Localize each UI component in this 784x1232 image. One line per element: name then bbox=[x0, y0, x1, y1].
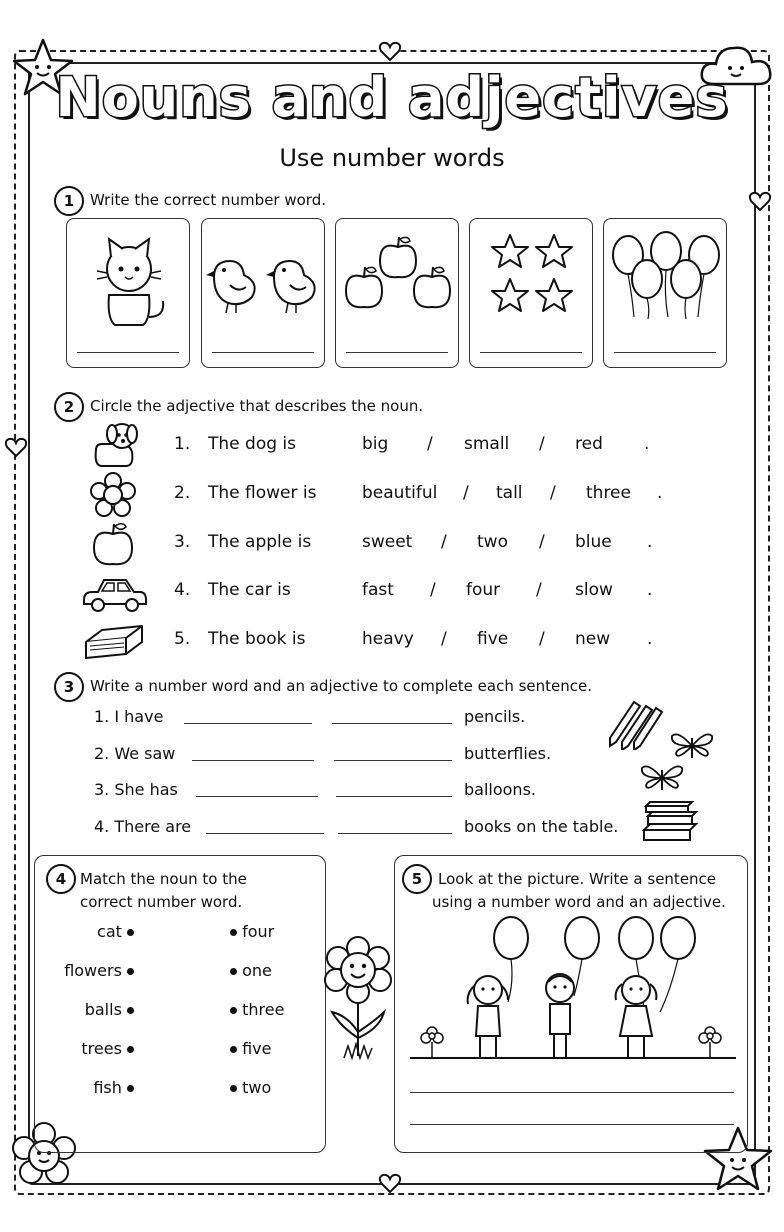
adjective-row-4-sep2: / bbox=[536, 580, 542, 600]
adjective-row-3-sentence: The apple is bbox=[208, 532, 312, 552]
sentence-4-start: 4. There are bbox=[94, 817, 192, 836]
apple-icon bbox=[90, 520, 136, 568]
section-2-number: 2 bbox=[54, 392, 84, 422]
section-2-instruction: Circle the adjective that describes the noun. bbox=[90, 397, 424, 415]
picture-card-cat bbox=[66, 218, 190, 368]
match-number-5[interactable] bbox=[230, 1078, 271, 1097]
match-number-label: four bbox=[242, 922, 275, 941]
match-number-label: one bbox=[242, 961, 272, 980]
adjective-row-1-sentence: The dog is bbox=[208, 434, 296, 454]
match-dot[interactable] bbox=[127, 1085, 134, 1092]
adjective-row-4-num: 4. bbox=[174, 580, 191, 600]
picture-card-balloons bbox=[603, 218, 727, 368]
heart-icon bbox=[378, 1172, 402, 1194]
blank-3b[interactable] bbox=[336, 796, 452, 797]
adjective-row-4-opt3[interactable]: slow bbox=[575, 580, 613, 600]
heart-icon bbox=[378, 40, 402, 62]
blank-3a[interactable] bbox=[196, 796, 318, 797]
adjective-row-1-period: . bbox=[644, 434, 650, 454]
butterfly-icon bbox=[638, 760, 686, 796]
adjective-row-5-period: . bbox=[647, 629, 653, 649]
match-dot[interactable] bbox=[230, 1007, 237, 1014]
page-title: Nouns and adjectives bbox=[55, 66, 729, 129]
adjective-row-2-num: 2. bbox=[174, 483, 191, 503]
children-with-balloons-illustration bbox=[408, 912, 738, 1062]
adjective-row-5-opt2[interactable]: five bbox=[477, 629, 509, 649]
adjective-row-1-opt2[interactable]: small bbox=[464, 434, 510, 454]
adjective-row-2-opt1[interactable]: beautiful bbox=[362, 483, 438, 503]
adjective-row-1-opt3[interactable]: red bbox=[575, 434, 603, 454]
adjective-row-2-opt3[interactable]: three bbox=[586, 483, 631, 503]
match-noun-label: cat bbox=[97, 922, 122, 941]
section-5-number: 5 bbox=[402, 864, 432, 894]
adjective-row-4-period: . bbox=[647, 580, 653, 600]
adjective-row-5-sep1: / bbox=[441, 629, 447, 649]
match-number-label: five bbox=[242, 1039, 272, 1058]
blank-2b[interactable] bbox=[334, 760, 452, 761]
butterfly-icon bbox=[668, 728, 716, 764]
picture-card-birds bbox=[201, 218, 325, 368]
adjective-row-3-num: 3. bbox=[174, 532, 191, 552]
match-dot[interactable] bbox=[230, 1085, 237, 1092]
match-dot[interactable] bbox=[127, 1007, 134, 1014]
sentence-1-start: 1. I have bbox=[94, 707, 164, 726]
adjective-row-5-sentence: The book is bbox=[208, 629, 306, 649]
adjective-row-4-sep1: / bbox=[430, 580, 436, 600]
dog-icon bbox=[82, 420, 144, 470]
section-3-instruction: Write a number word and an adjective to complete each sentence. bbox=[90, 677, 593, 695]
blank-1b[interactable] bbox=[332, 723, 452, 724]
sentence-2-start: 2. We saw bbox=[94, 744, 176, 763]
blank-1a[interactable] bbox=[184, 723, 312, 724]
blank-2a[interactable] bbox=[192, 760, 314, 761]
adjective-row-5-sep2: / bbox=[539, 629, 545, 649]
blank-4b[interactable] bbox=[338, 833, 452, 834]
adjective-row-2-sentence: The flower is bbox=[208, 483, 317, 503]
section-3-number: 3 bbox=[54, 672, 84, 702]
match-dot[interactable] bbox=[127, 929, 134, 936]
section-5-instruction-line1: Look at the picture. Write a sentence bbox=[438, 870, 717, 888]
match-number-4[interactable] bbox=[230, 1039, 271, 1058]
match-number-label: three bbox=[242, 1000, 285, 1019]
section-1-number: 1 bbox=[54, 186, 84, 216]
book-icon bbox=[82, 620, 146, 664]
sentence-3-end: balloons. bbox=[464, 780, 536, 799]
adjective-row-2-sep2: / bbox=[550, 483, 556, 503]
match-noun-label: fish bbox=[93, 1078, 122, 1097]
adjective-row-3-sep2: / bbox=[539, 532, 545, 552]
blank-4a[interactable] bbox=[206, 833, 324, 834]
sentence-4-end: books on the table. bbox=[464, 817, 619, 836]
heart-icon bbox=[748, 190, 772, 212]
match-noun-label: flowers bbox=[64, 961, 122, 980]
adjective-row-4-opt2[interactable]: four bbox=[466, 580, 501, 600]
sentence-1-end: pencils. bbox=[464, 707, 526, 726]
section-1-instruction: Write the correct number word. bbox=[90, 191, 326, 209]
adjective-row-5-opt1[interactable]: heavy bbox=[362, 629, 414, 649]
adjective-row-2-opt2[interactable]: tall bbox=[496, 483, 523, 503]
adjective-row-3-period: . bbox=[647, 532, 653, 552]
sentence-2-end: butterflies. bbox=[464, 744, 552, 763]
match-noun-1[interactable] bbox=[97, 922, 134, 941]
sentence-3-start: 3. She has bbox=[94, 780, 178, 799]
adjective-row-3-opt1[interactable]: sweet bbox=[362, 532, 413, 552]
match-noun-2[interactable] bbox=[64, 961, 134, 980]
adjective-row-4-opt1[interactable]: fast bbox=[362, 580, 394, 600]
match-number-label: two bbox=[242, 1078, 272, 1097]
adjective-row-5-num: 5. bbox=[174, 629, 191, 649]
section-4-instruction-line1: Match the noun to the bbox=[80, 870, 247, 888]
adjective-row-2-sep1: / bbox=[463, 483, 469, 503]
car-icon bbox=[80, 572, 148, 614]
pencils-icon bbox=[604, 698, 664, 750]
picture-card-apples bbox=[335, 218, 459, 368]
stacked-books-icon bbox=[640, 798, 700, 844]
match-dot[interactable] bbox=[127, 1046, 134, 1053]
answer-line-2[interactable] bbox=[410, 1124, 734, 1125]
section-5-instruction-line2: using a number word and an adjective. bbox=[432, 893, 726, 911]
match-noun-4[interactable] bbox=[81, 1039, 134, 1058]
adjective-row-4-sentence: The car is bbox=[208, 580, 291, 600]
cat-icon bbox=[67, 225, 191, 335]
answer-line-1[interactable] bbox=[410, 1092, 734, 1093]
heart-icon bbox=[4, 436, 28, 458]
match-noun-5[interactable] bbox=[93, 1078, 134, 1097]
match-noun-3[interactable] bbox=[85, 1000, 134, 1019]
match-dot[interactable] bbox=[230, 1046, 237, 1053]
page-subtitle: Use number words bbox=[279, 144, 505, 172]
picture-card-stars bbox=[469, 218, 593, 368]
match-dot[interactable] bbox=[230, 968, 237, 975]
adjective-row-1-sep2: / bbox=[539, 434, 545, 454]
apples-icon bbox=[336, 225, 460, 335]
stars-icon bbox=[470, 225, 594, 335]
adjective-row-5-opt3[interactable]: new bbox=[575, 629, 611, 649]
section-4-number: 4 bbox=[46, 864, 76, 894]
match-noun-label: balls bbox=[84, 1000, 122, 1019]
smiling-flower-icon bbox=[318, 934, 398, 1068]
adjective-row-1-sep1: / bbox=[427, 434, 433, 454]
flower-icon bbox=[88, 472, 138, 518]
adjective-row-3-opt3[interactable]: blue bbox=[575, 532, 612, 552]
match-number-1[interactable] bbox=[230, 922, 274, 941]
match-dot[interactable] bbox=[230, 929, 237, 936]
section-4-instruction-line2: correct number word. bbox=[80, 893, 243, 911]
adjective-row-1-num: 1. bbox=[174, 434, 191, 454]
match-noun-label: trees bbox=[81, 1039, 122, 1058]
balloons-icon bbox=[604, 225, 728, 335]
match-dot[interactable] bbox=[127, 968, 134, 975]
match-number-3[interactable] bbox=[230, 1000, 284, 1019]
adjective-row-3-sep1: / bbox=[441, 532, 447, 552]
adjective-row-1-opt1[interactable]: big bbox=[362, 434, 389, 454]
adjective-row-3-opt2[interactable]: two bbox=[477, 532, 508, 552]
adjective-row-2-period: . bbox=[657, 483, 663, 503]
birds-icon bbox=[202, 225, 326, 335]
match-number-2[interactable] bbox=[230, 961, 272, 980]
